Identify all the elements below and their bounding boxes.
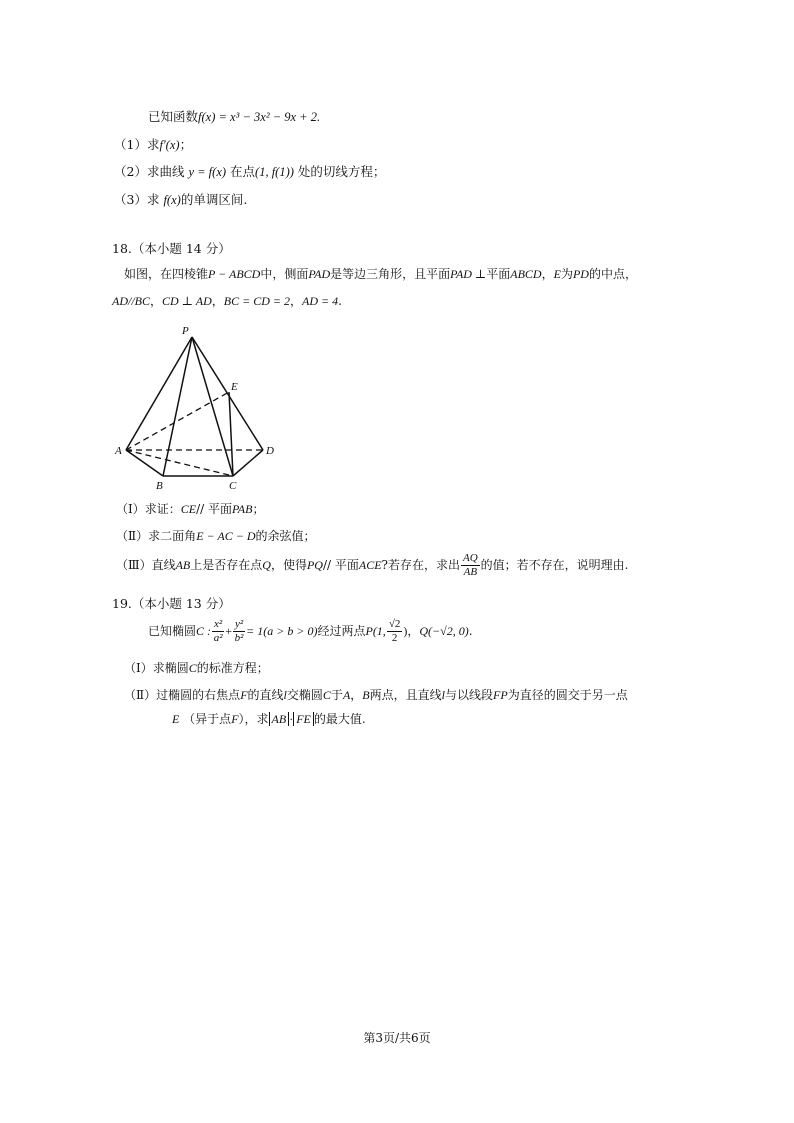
fraction-denominator: a² [213, 632, 223, 644]
page-footer: 第3页/共6页 [363, 1031, 431, 1045]
text: // 平面 [196, 502, 233, 516]
fraction-AQ-AB [461, 552, 480, 579]
math-expr: PAD [308, 267, 331, 281]
math-expr: C : [196, 624, 212, 638]
math-expr: f′(x) [159, 138, 180, 152]
math-expr: C [322, 688, 331, 702]
text: 的值；若不存在，说明理由. [480, 558, 629, 572]
math-expr: · [289, 712, 294, 726]
text: 过椭圆的右焦点 [156, 688, 241, 702]
math-expr: (1, f(1)) [255, 165, 294, 179]
text: ， [350, 688, 363, 702]
math-expr: CE [180, 502, 197, 516]
math-expr: FP [493, 688, 508, 702]
question-number: （2） [114, 164, 147, 179]
text: ），求 [238, 712, 269, 726]
edge-PC [192, 337, 233, 476]
question-number: （3） [114, 192, 147, 207]
text: ； [252, 502, 265, 516]
text: // 平面 [322, 558, 359, 572]
text: ，使得 [270, 558, 307, 572]
problem-19-part-1 [124, 662, 269, 674]
text: 的中点， [588, 267, 637, 281]
intro-text: 已知函数 [148, 109, 199, 124]
function-definition: f(x) = x³ − 3x² − 9x + 2. [198, 110, 321, 124]
text: 求证： [144, 502, 181, 516]
text: 如图，在四棱锥 [124, 267, 209, 281]
text: ， [211, 294, 224, 308]
text: 求椭圆 [152, 661, 189, 675]
text: 交椭圆 [286, 688, 323, 702]
math-expr: AD//BC [112, 294, 150, 308]
math-expr: Q(−√2, 0) [419, 624, 469, 638]
math-expr: y = f(x) [188, 165, 227, 179]
math-expr: AD = 4 [301, 294, 339, 308]
question-1 [114, 139, 192, 152]
fraction-denominator: AB [463, 566, 478, 578]
pyramid-figure [112, 322, 282, 494]
edge-AE [126, 392, 229, 450]
text: （异于点 [183, 712, 232, 726]
part-number: （Ⅱ） [124, 688, 157, 702]
problem-18-line2 [112, 295, 342, 307]
math-expr: B [362, 688, 370, 702]
fraction-numerator: y² [234, 618, 244, 630]
intro-line [148, 111, 320, 124]
math-expr: PAD ⊥ [450, 267, 487, 281]
text: 的最大值. [313, 712, 366, 726]
problem-19-part-2-cont [172, 713, 366, 725]
text: 中，侧面 [260, 267, 309, 281]
question-2 [114, 166, 385, 179]
question-text: 的单调区间. [180, 192, 248, 207]
fraction-denominator: b² [234, 632, 244, 644]
text: 求二面角 [148, 529, 197, 543]
abs-AB: AB [269, 712, 290, 726]
math-expr: ACE [358, 558, 382, 572]
part-number: （Ⅱ） [116, 529, 149, 543]
math-expr: F [231, 712, 239, 726]
fraction-numerator: x² [214, 618, 223, 630]
fraction-numerator: √2 [388, 618, 401, 630]
question-3 [114, 194, 247, 207]
text: 直线 [151, 558, 176, 572]
text: 于 [330, 688, 343, 702]
problem-19-part-2 [124, 689, 628, 701]
edge-PB [163, 337, 192, 476]
part-number: （Ⅰ） [124, 661, 153, 675]
text: 经过两点 [317, 624, 366, 638]
math-expr: E − AC − D [196, 529, 256, 543]
text: 的直线 [247, 688, 284, 702]
problem-18-part-3 [116, 552, 628, 579]
text: 平面 [486, 267, 511, 281]
math-expr: + [225, 624, 232, 638]
math-expr: CD ⊥ AD [162, 294, 212, 308]
math-expr: AB [175, 558, 191, 572]
math-expr: ) [403, 624, 408, 638]
math-expr: = 1(a > b > 0) [246, 624, 318, 638]
punct: ； [179, 137, 193, 152]
label-A: A [115, 445, 122, 457]
math-expr: C [188, 661, 197, 675]
abs-FE: FE [293, 712, 314, 726]
label-C: C [229, 480, 237, 492]
math-expr: F [240, 688, 248, 702]
text: 为直径的圆交于另一点 [507, 688, 628, 702]
math-expr: E [172, 712, 180, 726]
text: 是等边三角形，且平面 [330, 267, 451, 281]
text: 的余弦值； [255, 529, 316, 543]
math-expr: PD [572, 267, 589, 281]
math-expr: A [342, 688, 351, 702]
text: ， [541, 267, 554, 281]
math-expr: l [441, 688, 445, 702]
math-expr: l [283, 688, 287, 702]
math-expr: PQ [306, 558, 323, 572]
math-expr: PAB [232, 502, 253, 516]
part-number: （Ⅰ） [116, 502, 145, 516]
question-text: 求曲线 [146, 164, 185, 179]
text: 的标准方程； [196, 661, 269, 675]
question-number: （1） [114, 137, 147, 152]
text: 上是否存在点 [190, 558, 263, 572]
edge-CD [233, 450, 263, 476]
math-expr: P(1, [365, 624, 386, 638]
text: ， [289, 294, 302, 308]
math-expr: E [553, 267, 561, 281]
fraction-sqrt2-2 [387, 618, 403, 645]
edge-AB [126, 450, 163, 476]
label-D: D [266, 445, 274, 457]
problem-18-line1 [124, 268, 637, 280]
pyramid-hidden-edges [126, 392, 263, 476]
math-expr: ABCD [510, 267, 542, 281]
math-expr: f(x) [163, 193, 181, 207]
question-text: 求 [146, 192, 160, 207]
problem-18-part-2 [116, 530, 316, 542]
text: 与以线段 [445, 688, 494, 702]
problem-18-header: 18.（本小题 14 分） [112, 241, 231, 256]
text: 为 [560, 267, 573, 281]
edge-PA [126, 337, 192, 450]
problem-18-part-1 [116, 503, 264, 515]
label-P: P [182, 325, 189, 337]
text: ， [150, 294, 163, 308]
problem-19-line1 [148, 618, 473, 645]
text: 已知椭圆 [148, 624, 197, 638]
question-text: 在点 [230, 164, 256, 179]
fraction-x2-a2 [212, 618, 224, 645]
text: ， [407, 624, 420, 638]
fraction-y2-b2 [233, 618, 245, 645]
edge-PD [192, 337, 263, 450]
question-text: 求 [146, 137, 160, 152]
fraction-numerator: AQ [462, 552, 478, 564]
text: 两点，且直线 [369, 688, 442, 702]
part-number: （Ⅲ） [116, 558, 152, 572]
text: . [338, 294, 342, 308]
problem-19-header: 19.（本小题 13 分） [112, 596, 231, 611]
fraction-denominator: 2 [391, 632, 398, 644]
math-expr: Q [262, 558, 271, 572]
text: ?若存在，求出 [381, 558, 460, 572]
text: . [468, 624, 473, 638]
edge-AC [126, 450, 233, 476]
math-expr: BC = CD = 2 [223, 294, 290, 308]
label-B: B [156, 480, 163, 492]
math-expr: P − ABCD [208, 267, 261, 281]
question-text: 处的切线方程； [297, 164, 386, 179]
label-E: E [231, 381, 238, 393]
